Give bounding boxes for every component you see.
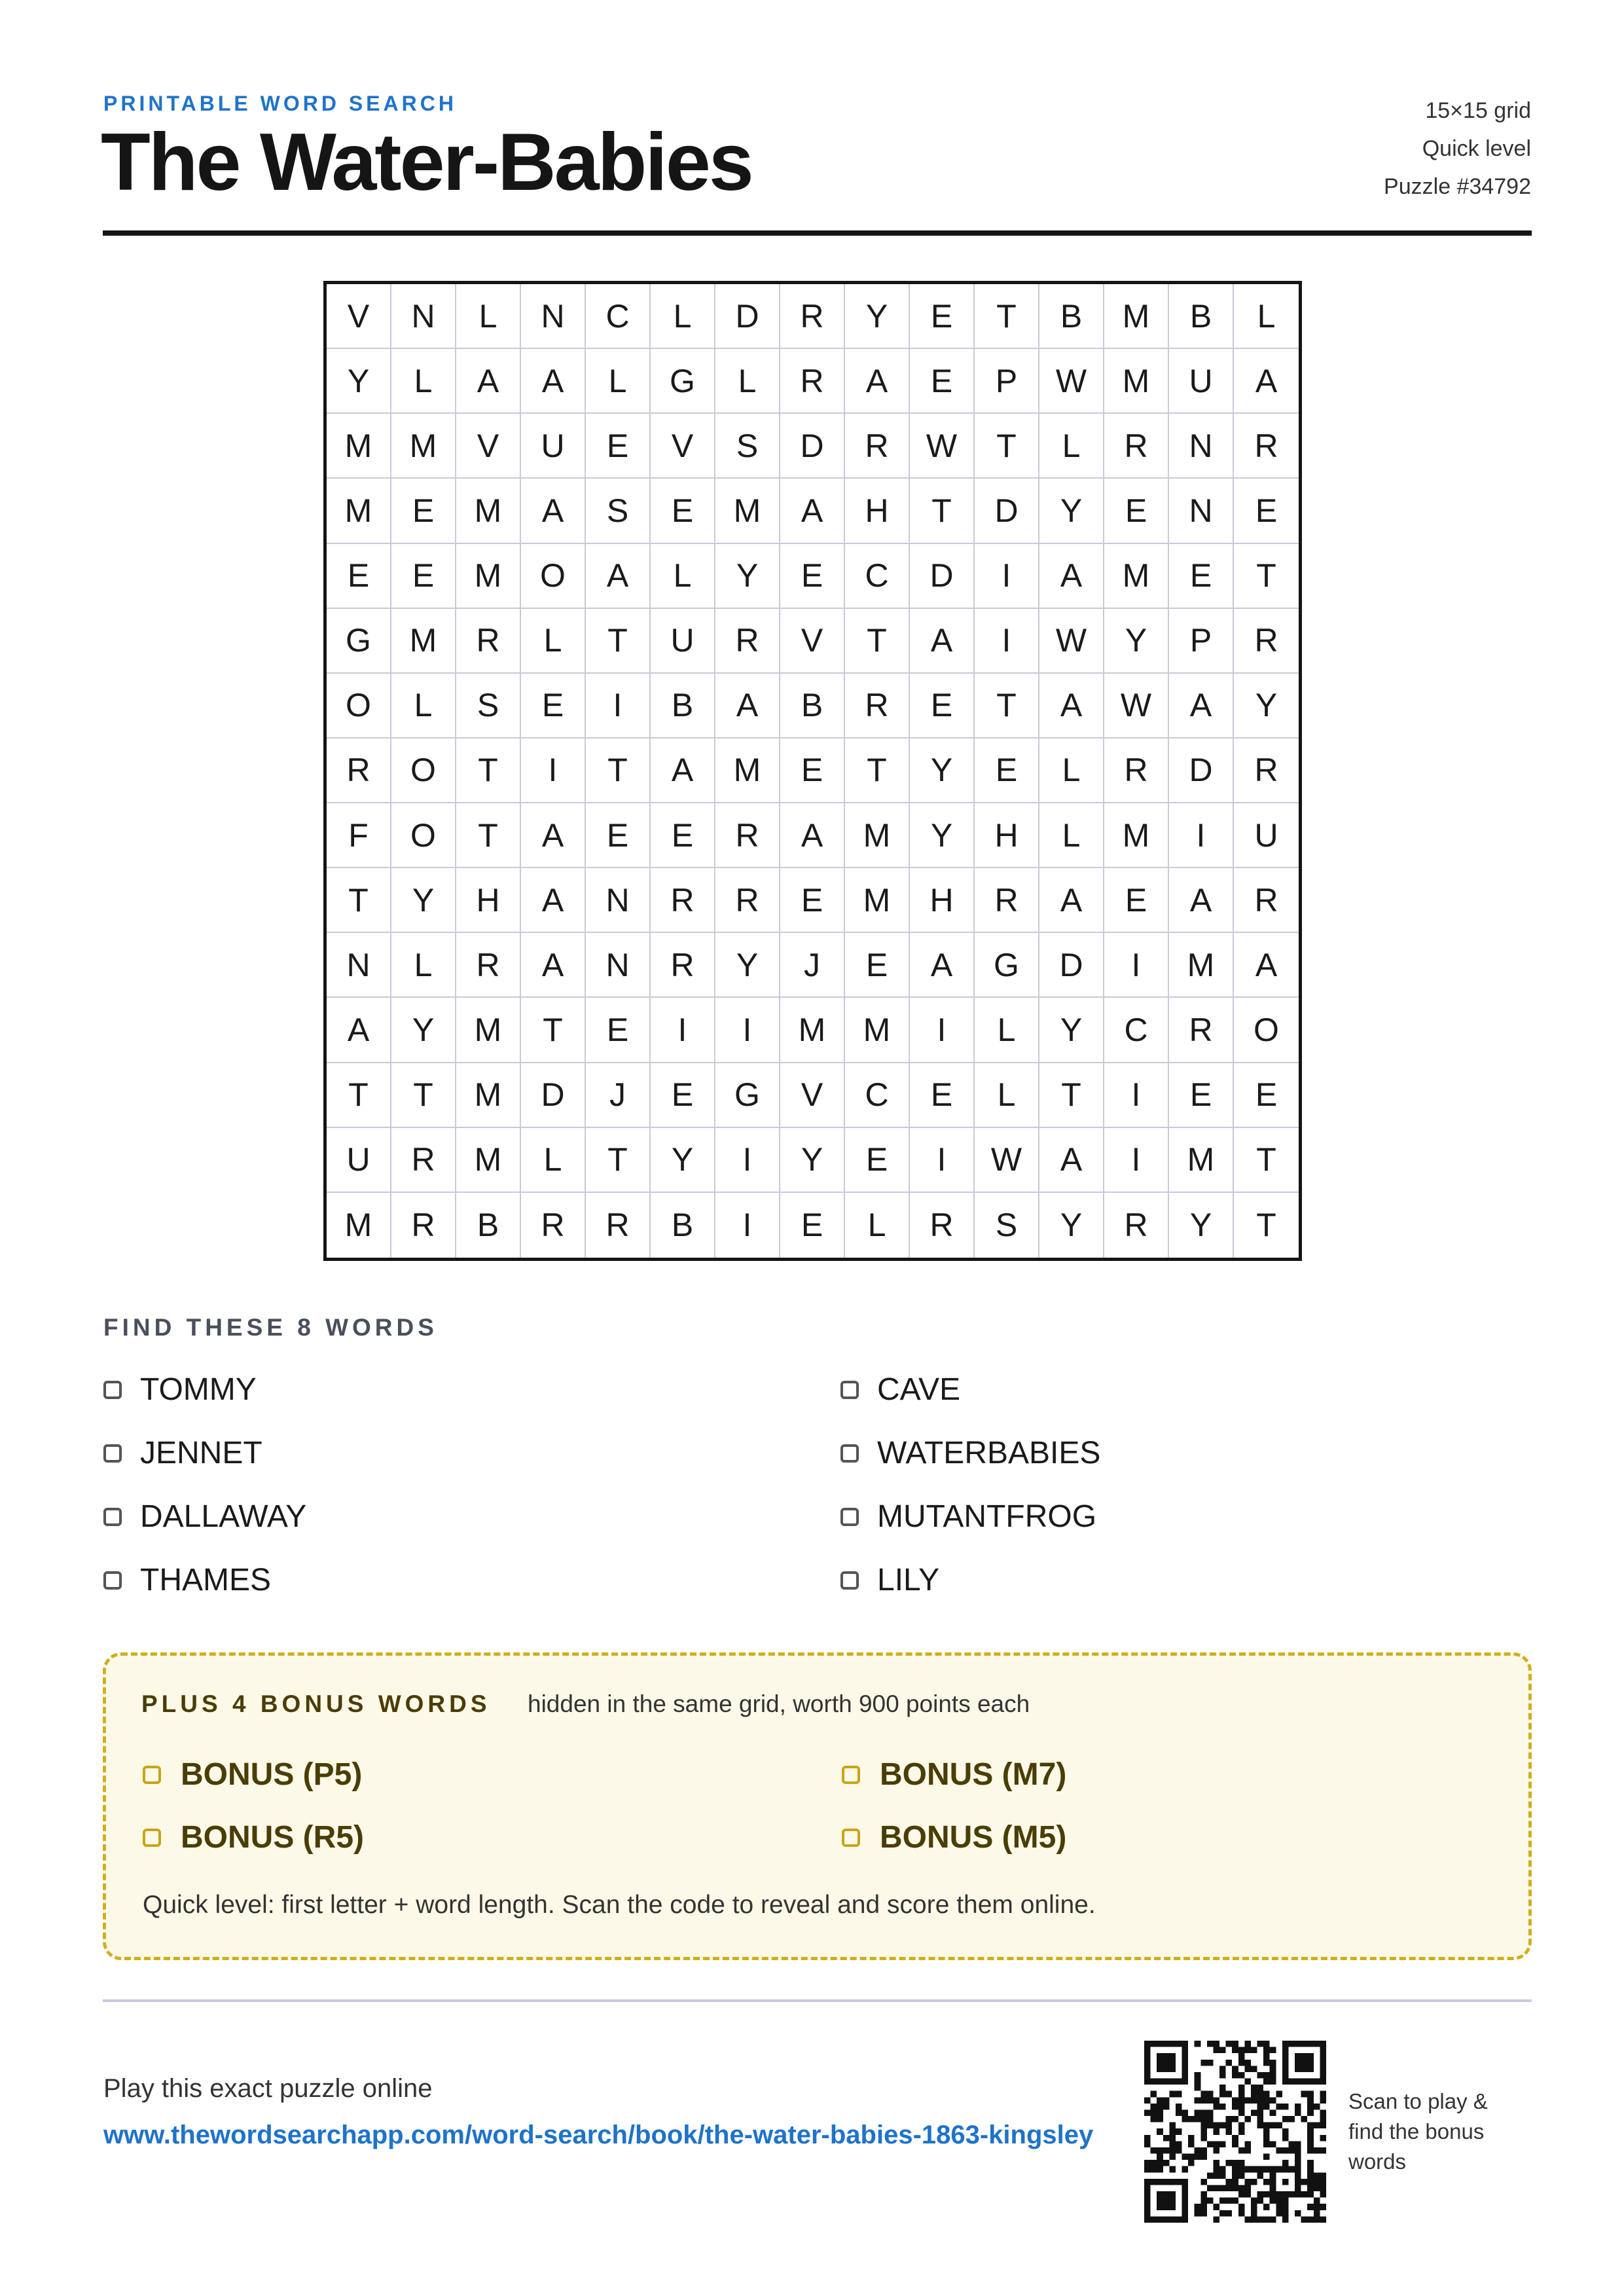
word-checkbox[interactable] bbox=[103, 1444, 122, 1463]
bonus-checkbox[interactable] bbox=[143, 1766, 161, 1784]
grid-cell[interactable]: A bbox=[1039, 1128, 1104, 1193]
grid-cell[interactable]: M bbox=[456, 479, 521, 543]
grid-cell[interactable]: M bbox=[1104, 544, 1169, 609]
grid-cell[interactable]: M bbox=[1104, 803, 1169, 868]
grid-cell[interactable]: G bbox=[715, 1063, 780, 1128]
grid-cell[interactable]: B bbox=[1169, 284, 1234, 349]
letter-grid[interactable] bbox=[323, 281, 1302, 1261]
grid-cell[interactable]: M bbox=[845, 998, 910, 1063]
grid-cell[interactable]: T bbox=[327, 1063, 391, 1128]
bonus-item[interactable] bbox=[143, 1819, 364, 1855]
grid-cell[interactable]: L bbox=[1039, 414, 1104, 479]
grid-cell[interactable]: D bbox=[910, 544, 975, 609]
grid-cell[interactable]: T bbox=[327, 868, 391, 933]
grid-cell[interactable]: M bbox=[780, 998, 845, 1063]
grid-cell[interactable]: E bbox=[780, 1193, 845, 1258]
header-rule bbox=[103, 230, 1532, 236]
grid-cell[interactable]: V bbox=[780, 609, 845, 674]
grid-cell[interactable]: S bbox=[586, 479, 651, 543]
grid-cell[interactable]: M bbox=[456, 998, 521, 1063]
grid-cell[interactable]: L bbox=[1039, 738, 1104, 803]
grid-cell[interactable]: R bbox=[456, 933, 521, 998]
grid-cell[interactable]: P bbox=[1169, 609, 1234, 674]
word-label: CAVE bbox=[877, 1372, 961, 1407]
grid-cell[interactable]: M bbox=[327, 414, 391, 479]
bonus-subheading: hidden in the same grid, worth 900 points each bbox=[528, 1690, 1030, 1717]
grid-cell[interactable]: M bbox=[845, 803, 910, 868]
grid-cell[interactable]: E bbox=[1104, 479, 1169, 543]
grid-cell[interactable]: B bbox=[651, 674, 715, 738]
grid-cell[interactable]: R bbox=[780, 349, 845, 414]
grid-cell[interactable]: B bbox=[456, 1193, 521, 1258]
grid-cell[interactable]: Y bbox=[1169, 1193, 1234, 1258]
grid-cell[interactable]: A bbox=[521, 479, 586, 543]
grid-cell[interactable]: T bbox=[845, 738, 910, 803]
grid-cell[interactable]: E bbox=[391, 479, 456, 543]
grid-cell[interactable]: Y bbox=[910, 738, 975, 803]
grid-cell[interactable]: R bbox=[845, 414, 910, 479]
grid-cell[interactable]: Y bbox=[1039, 1193, 1104, 1258]
grid-cell[interactable]: A bbox=[1039, 868, 1104, 933]
grid-cell[interactable]: A bbox=[1169, 868, 1234, 933]
grid-cell[interactable]: L bbox=[586, 349, 651, 414]
grid-cell[interactable]: I bbox=[910, 1128, 975, 1193]
grid-cell[interactable]: A bbox=[1169, 674, 1234, 738]
grid-cell[interactable]: L bbox=[456, 284, 521, 349]
grid-cell[interactable]: Y bbox=[651, 1128, 715, 1193]
grid-cell[interactable]: A bbox=[1039, 544, 1104, 609]
word-item[interactable] bbox=[840, 1372, 960, 1408]
grid-cell[interactable]: A bbox=[521, 349, 586, 414]
grid-cell[interactable]: A bbox=[780, 479, 845, 543]
grid-cell[interactable]: P bbox=[975, 349, 1039, 414]
grid-cell[interactable]: R bbox=[845, 674, 910, 738]
grid-cell[interactable]: O bbox=[327, 674, 391, 738]
grid-cell[interactable]: R bbox=[1104, 1193, 1169, 1258]
grid-cell[interactable]: L bbox=[715, 349, 780, 414]
word-item[interactable] bbox=[103, 1562, 271, 1598]
grid-cell[interactable]: A bbox=[456, 349, 521, 414]
grid-cell[interactable]: U bbox=[1169, 349, 1234, 414]
grid-cell[interactable]: E bbox=[780, 544, 845, 609]
grid-cell[interactable]: N bbox=[521, 284, 586, 349]
grid-cell[interactable]: E bbox=[586, 998, 651, 1063]
page-title: The Water-Babies bbox=[101, 117, 752, 208]
level-label: Quick level bbox=[1422, 136, 1531, 161]
grid-cell[interactable]: W bbox=[910, 414, 975, 479]
grid-cell[interactable]: Y bbox=[1039, 479, 1104, 543]
word-label: TOMMY bbox=[140, 1372, 257, 1407]
word-checkbox[interactable] bbox=[840, 1571, 859, 1590]
grid-cell[interactable]: V bbox=[651, 414, 715, 479]
grid-cell[interactable]: M bbox=[715, 738, 780, 803]
grid-cell[interactable]: A bbox=[327, 998, 391, 1063]
grid-cell[interactable]: R bbox=[391, 1193, 456, 1258]
grid-cell[interactable]: E bbox=[1104, 868, 1169, 933]
grid-cell[interactable]: G bbox=[327, 609, 391, 674]
grid-cell[interactable]: L bbox=[975, 998, 1039, 1063]
grid-cell[interactable]: O bbox=[391, 803, 456, 868]
grid-cell[interactable]: R bbox=[651, 868, 715, 933]
grid-cell[interactable]: L bbox=[391, 674, 456, 738]
grid-cell[interactable]: Y bbox=[780, 1128, 845, 1193]
grid-cell[interactable]: O bbox=[391, 738, 456, 803]
grid-cell[interactable]: M bbox=[715, 479, 780, 543]
grid-cell[interactable]: E bbox=[586, 414, 651, 479]
bonus-label: BONUS (M5) bbox=[880, 1820, 1067, 1855]
page-kicker: PRINTABLE WORD SEARCH bbox=[103, 92, 457, 115]
word-label: DALLAWAY bbox=[140, 1499, 307, 1534]
qr-caption: Scan to play & find the bonus words bbox=[1348, 2089, 1488, 2174]
grid-cell[interactable]: T bbox=[586, 1128, 651, 1193]
word-checkbox[interactable] bbox=[103, 1571, 122, 1590]
grid-cell[interactable]: R bbox=[715, 609, 780, 674]
grid-cell[interactable]: A bbox=[1234, 349, 1299, 414]
grid-cell[interactable]: E bbox=[1234, 479, 1299, 543]
grid-cell[interactable]: E bbox=[1169, 1063, 1234, 1128]
grid-cell[interactable]: T bbox=[586, 738, 651, 803]
grid-cell[interactable]: M bbox=[456, 544, 521, 609]
grid-cell[interactable]: A bbox=[910, 933, 975, 998]
bonus-item[interactable] bbox=[143, 1757, 362, 1793]
grid-cell[interactable]: E bbox=[780, 738, 845, 803]
grid-cell[interactable]: R bbox=[1104, 414, 1169, 479]
grid-cell[interactable]: N bbox=[1169, 479, 1234, 543]
grid-cell[interactable]: E bbox=[1169, 544, 1234, 609]
grid-cell[interactable]: L bbox=[521, 1128, 586, 1193]
word-item[interactable] bbox=[103, 1499, 306, 1535]
grid-cell[interactable]: T bbox=[910, 479, 975, 543]
grid-cell[interactable]: Y bbox=[1234, 674, 1299, 738]
grid-cell[interactable]: M bbox=[456, 1128, 521, 1193]
grid-cell[interactable]: Y bbox=[1104, 609, 1169, 674]
word-item[interactable] bbox=[840, 1499, 1096, 1535]
grid-size-label: 15×15 grid bbox=[1425, 98, 1531, 123]
grid-cell[interactable]: O bbox=[521, 544, 586, 609]
grid-cell[interactable]: A bbox=[1234, 933, 1299, 998]
grid-cell[interactable]: R bbox=[521, 1193, 586, 1258]
grid-cell[interactable]: M bbox=[391, 414, 456, 479]
grid-cell[interactable]: J bbox=[586, 1063, 651, 1128]
grid-cell[interactable]: E bbox=[975, 738, 1039, 803]
bonus-label: BONUS (P5) bbox=[181, 1757, 363, 1792]
grid-cell[interactable]: M bbox=[1104, 349, 1169, 414]
grid-cell[interactable]: I bbox=[715, 1193, 780, 1258]
word-label: JENNET bbox=[140, 1436, 262, 1470]
word-checkbox[interactable] bbox=[840, 1444, 859, 1463]
grid-cell[interactable]: R bbox=[1104, 738, 1169, 803]
grid-cell[interactable]: B bbox=[1039, 284, 1104, 349]
grid-cell[interactable]: W bbox=[1039, 349, 1104, 414]
grid-cell[interactable]: A bbox=[715, 674, 780, 738]
grid-cell[interactable]: R bbox=[391, 1128, 456, 1193]
word-checkbox[interactable] bbox=[103, 1508, 122, 1526]
puzzle-id-label: Puzzle #34792 bbox=[1384, 174, 1531, 199]
bonus-checkbox[interactable] bbox=[842, 1766, 860, 1784]
grid-cell[interactable]: Y bbox=[1039, 998, 1104, 1063]
grid-cell[interactable]: M bbox=[1169, 1128, 1234, 1193]
grid-cell[interactable]: W bbox=[1104, 674, 1169, 738]
grid-cell[interactable]: A bbox=[780, 803, 845, 868]
grid-cell[interactable]: Y bbox=[391, 868, 456, 933]
grid-cell[interactable]: H bbox=[456, 868, 521, 933]
grid-cell[interactable]: R bbox=[780, 284, 845, 349]
grid-cell[interactable]: E bbox=[910, 349, 975, 414]
grid-cell[interactable]: G bbox=[975, 933, 1039, 998]
grid-cell[interactable]: E bbox=[910, 284, 975, 349]
word-checkbox[interactable] bbox=[103, 1381, 122, 1399]
grid-cell[interactable]: T bbox=[586, 609, 651, 674]
grid-cell[interactable]: R bbox=[715, 803, 780, 868]
grid-cell[interactable]: A bbox=[651, 738, 715, 803]
grid-cell[interactable]: I bbox=[521, 738, 586, 803]
grid-cell[interactable]: N bbox=[391, 284, 456, 349]
puzzle-meta bbox=[1384, 92, 1531, 206]
grid-cell[interactable]: D bbox=[780, 414, 845, 479]
grid-cell[interactable]: A bbox=[910, 609, 975, 674]
grid-cell[interactable]: Y bbox=[845, 284, 910, 349]
grid-cell[interactable]: L bbox=[391, 349, 456, 414]
qr-code[interactable] bbox=[1144, 2041, 1326, 2223]
grid-cell[interactable]: E bbox=[327, 544, 391, 609]
grid-cell[interactable]: M bbox=[327, 1193, 391, 1258]
grid-cell[interactable]: A bbox=[586, 544, 651, 609]
grid-cell[interactable]: L bbox=[845, 1193, 910, 1258]
bonus-label: BONUS (M7) bbox=[880, 1757, 1067, 1792]
grid-cell[interactable]: S bbox=[715, 414, 780, 479]
grid-cell[interactable]: U bbox=[521, 414, 586, 479]
word-item[interactable] bbox=[840, 1562, 939, 1598]
word-item[interactable] bbox=[840, 1435, 1100, 1471]
word-checkbox[interactable] bbox=[840, 1508, 859, 1526]
grid-cell[interactable]: T bbox=[975, 414, 1039, 479]
grid-cell[interactable]: E bbox=[651, 803, 715, 868]
grid-cell[interactable]: E bbox=[910, 674, 975, 738]
grid-cell[interactable]: T bbox=[1234, 1128, 1299, 1193]
grid-cell[interactable]: I bbox=[715, 998, 780, 1063]
grid-cell[interactable]: S bbox=[456, 674, 521, 738]
bonus-heading: PLUS 4 BONUS WORDS bbox=[141, 1690, 491, 1717]
grid-cell[interactable]: A bbox=[521, 803, 586, 868]
grid-cell[interactable]: D bbox=[1039, 933, 1104, 998]
grid-cell[interactable]: V bbox=[327, 284, 391, 349]
grid-cell[interactable]: D bbox=[975, 479, 1039, 543]
word-label: LILY bbox=[877, 1563, 940, 1597]
grid-cell[interactable]: R bbox=[910, 1193, 975, 1258]
grid-cell[interactable]: Y bbox=[391, 998, 456, 1063]
grid-cell[interactable]: S bbox=[975, 1193, 1039, 1258]
grid-cell[interactable]: R bbox=[1234, 738, 1299, 803]
grid-cell[interactable]: E bbox=[651, 479, 715, 543]
grid-cell[interactable]: T bbox=[1256, 1207, 1276, 1244]
grid-cell[interactable]: N bbox=[586, 933, 651, 998]
grid-cell[interactable]: E bbox=[651, 1063, 715, 1128]
grid-cell[interactable]: A bbox=[521, 933, 586, 998]
grid-cell[interactable]: T bbox=[391, 1063, 456, 1128]
grid-cell[interactable]: L bbox=[1039, 803, 1104, 868]
word-label: THAMES bbox=[140, 1563, 272, 1597]
grid-cell[interactable]: W bbox=[1039, 609, 1104, 674]
grid-cell[interactable]: C bbox=[1104, 998, 1169, 1063]
grid-cell[interactable]: M bbox=[327, 479, 391, 543]
puzzle-url-link[interactable]: www.thewordsearchapp.com/word-search/book/the-water-babies-1863-kingsley bbox=[103, 2121, 1094, 2149]
grid-cell[interactable]: D bbox=[521, 1063, 586, 1128]
grid-cell[interactable]: E bbox=[1234, 1063, 1299, 1128]
grid-cell[interactable]: I bbox=[715, 1128, 780, 1193]
grid-cell[interactable]: T bbox=[521, 998, 586, 1063]
grid-cell[interactable]: R bbox=[975, 868, 1039, 933]
grid-cell[interactable]: A bbox=[1039, 674, 1104, 738]
grid-cell[interactable]: G bbox=[651, 349, 715, 414]
grid-cell[interactable]: Y bbox=[910, 803, 975, 868]
grid-cell[interactable]: I bbox=[975, 544, 1039, 609]
grid-cell[interactable]: T bbox=[975, 284, 1039, 349]
grid-cell[interactable]: H bbox=[845, 479, 910, 543]
grid-cell[interactable]: F bbox=[327, 803, 391, 868]
grid-cell[interactable]: H bbox=[975, 803, 1039, 868]
grid-cell[interactable]: L bbox=[651, 544, 715, 609]
grid-cell[interactable]: L bbox=[1234, 284, 1299, 349]
bonus-item[interactable] bbox=[842, 1819, 1066, 1855]
bonus-label: BONUS (R5) bbox=[181, 1820, 365, 1855]
grid-cell[interactable]: J bbox=[780, 933, 845, 998]
word-label: MUTANTFROG bbox=[877, 1499, 1097, 1534]
grid-cell[interactable]: M bbox=[1104, 284, 1169, 349]
bonus-checkbox[interactable] bbox=[143, 1829, 161, 1847]
grid-cell[interactable]: E bbox=[586, 803, 651, 868]
bonus-note: Quick level: first letter + word length. Scan the code to reveal and score them online. bbox=[143, 1891, 1096, 1919]
grid-cell[interactable]: C bbox=[845, 544, 910, 609]
grid-cell[interactable]: E bbox=[521, 674, 586, 738]
grid-cell[interactable]: C bbox=[586, 284, 651, 349]
word-item[interactable] bbox=[103, 1372, 257, 1408]
grid-cell[interactable]: I bbox=[975, 609, 1039, 674]
grid-cell[interactable]: E bbox=[845, 1128, 910, 1193]
grid-cell[interactable]: T bbox=[456, 738, 521, 803]
grid-cell[interactable]: I bbox=[1104, 1063, 1169, 1128]
grid-cell[interactable]: Y bbox=[715, 544, 780, 609]
grid-cell[interactable]: E bbox=[391, 544, 456, 609]
grid-cell[interactable]: L bbox=[521, 609, 586, 674]
grid-cell[interactable]: R bbox=[327, 738, 391, 803]
grid-cell[interactable]: R bbox=[715, 868, 780, 933]
grid-cell[interactable]: U bbox=[651, 609, 715, 674]
grid-cell[interactable]: T bbox=[1234, 544, 1299, 609]
grid-cell[interactable]: U bbox=[327, 1128, 391, 1193]
grid-cell[interactable]: O bbox=[1234, 998, 1299, 1063]
footer-rule bbox=[103, 1999, 1532, 2002]
grid-cell[interactable]: Y bbox=[715, 933, 780, 998]
grid-cell[interactable]: R bbox=[456, 609, 521, 674]
grid-cell[interactable]: H bbox=[910, 868, 975, 933]
grid-cell[interactable]: I bbox=[1104, 1128, 1169, 1193]
grid-cell[interactable]: U bbox=[1234, 803, 1299, 868]
grid-cell[interactable]: B bbox=[651, 1193, 715, 1258]
bonus-checkbox[interactable] bbox=[842, 1829, 860, 1847]
grid-cell[interactable]: W bbox=[975, 1128, 1039, 1193]
grid-cell[interactable]: V bbox=[456, 414, 521, 479]
grid-cell[interactable]: R bbox=[1234, 414, 1299, 479]
grid-cell[interactable]: N bbox=[327, 933, 391, 998]
grid-cell[interactable]: N bbox=[1169, 414, 1234, 479]
grid-cell[interactable]: M bbox=[1169, 933, 1234, 998]
grid-cell[interactable]: L bbox=[651, 284, 715, 349]
grid-cell[interactable]: I bbox=[651, 998, 715, 1063]
grid-cell[interactable]: R bbox=[651, 933, 715, 998]
grid-cell[interactable]: I bbox=[910, 998, 975, 1063]
grid-cell[interactable]: I bbox=[586, 674, 651, 738]
grid-cell[interactable]: V bbox=[780, 1063, 845, 1128]
grid-cell[interactable]: M bbox=[456, 1063, 521, 1128]
find-heading: FIND THESE 8 WORDS bbox=[103, 1314, 438, 1341]
grid-cell[interactable]: A bbox=[521, 868, 586, 933]
grid-cell[interactable]: T bbox=[845, 609, 910, 674]
word-item[interactable] bbox=[103, 1435, 262, 1471]
grid-cell[interactable]: N bbox=[586, 868, 651, 933]
grid-cell[interactable]: R bbox=[1234, 609, 1299, 674]
grid-cell[interactable]: Y bbox=[327, 349, 391, 414]
grid-cell[interactable]: T bbox=[456, 803, 521, 868]
grid-cell[interactable]: M bbox=[391, 609, 456, 674]
grid-cell[interactable]: R bbox=[1169, 998, 1234, 1063]
grid-cell[interactable]: T bbox=[975, 674, 1039, 738]
grid-cell[interactable]: E bbox=[845, 933, 910, 998]
grid-cell[interactable]: E bbox=[910, 1063, 975, 1128]
grid-cell[interactable]: L bbox=[391, 933, 456, 998]
word-checkbox[interactable] bbox=[840, 1381, 859, 1399]
grid-cell[interactable]: M bbox=[845, 868, 910, 933]
grid-cell[interactable]: C bbox=[845, 1063, 910, 1128]
grid-cell[interactable]: E bbox=[780, 868, 845, 933]
grid-cell[interactable]: L bbox=[975, 1063, 1039, 1128]
grid-cell[interactable]: R bbox=[1234, 868, 1299, 933]
grid-cell[interactable]: B bbox=[780, 674, 845, 738]
grid-cell[interactable]: T bbox=[1039, 1063, 1104, 1128]
grid-cell[interactable]: D bbox=[1169, 738, 1234, 803]
grid-cell[interactable]: A bbox=[845, 349, 910, 414]
word-label: WATERBABIES bbox=[877, 1436, 1101, 1470]
grid-cell[interactable]: I bbox=[1104, 933, 1169, 998]
play-online-label: Play this exact puzzle online bbox=[103, 2074, 433, 2103]
bonus-item[interactable] bbox=[842, 1757, 1066, 1793]
grid-cell[interactable]: R bbox=[586, 1193, 651, 1258]
grid-cell[interactable]: I bbox=[1169, 803, 1234, 868]
grid-cell[interactable]: D bbox=[715, 284, 780, 349]
